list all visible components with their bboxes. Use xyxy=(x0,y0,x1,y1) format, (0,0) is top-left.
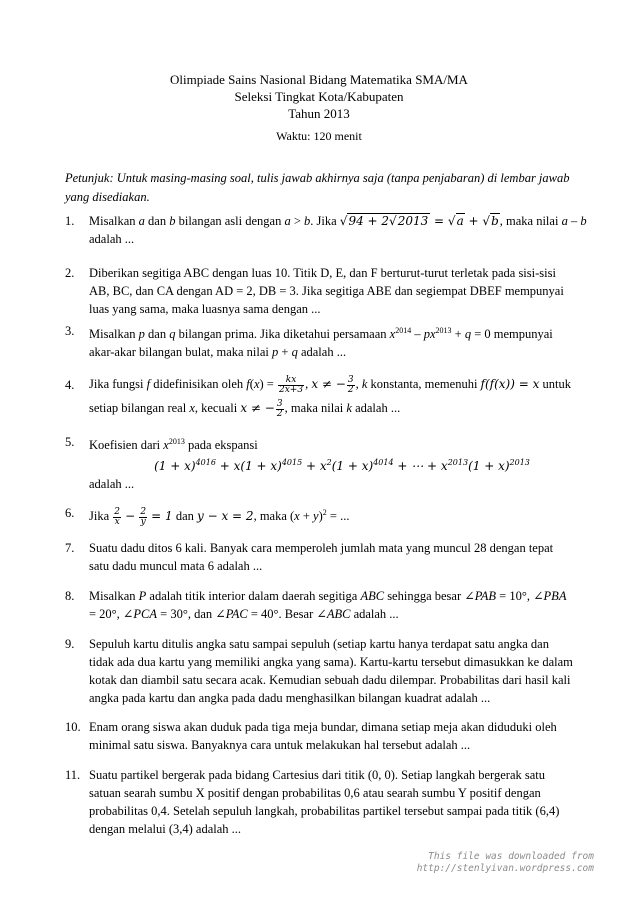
question-10 xyxy=(65,718,595,754)
question-11 xyxy=(65,766,595,838)
question-text: Suatu partikel bergerak pada bidang Cartesius dari titik (0, 0). Setiap langkah bergerak satu satuan searah sumbu X positif dengan probabilitas 0,6 atau searah sumbu Y positif dengan probabilitas 0,4. Setelah sepuluh langkah, probabilitas partikel tersebut sampai pada titik (6,4) dengan melalui (3,4) adalah ... xyxy=(89,768,560,836)
question-4 xyxy=(65,372,595,420)
time-limit: Waktu: 120 menit xyxy=(276,129,362,143)
question-number: 8. xyxy=(65,589,75,603)
question-number: 6. xyxy=(65,506,75,520)
question-number: 2. xyxy=(65,266,75,280)
question-text: Misalkan p dan q bilangan prima. Jika diketahui persamaan $x^{2014} - px^{2013} + q = 0$ mempunyai akar-akar bilangan bulat, maka nilai p + q adalah ... xyxy=(89,326,553,359)
question-number: 7. xyxy=(65,541,75,555)
question-text: Diberikan segitiga ABC dengan luas 10. Titik D, E, dan F berturut-turut terletak pada sisi-sisi AB, BC, dan CA dengan AD = 2, DB = 3. Jika segitiga ABE dan segiempat DBEF mempunyai luas yang sama, maka luasnya sama dengan ... xyxy=(89,266,564,316)
question-text: Misalkan a dan b bilangan asli dengan a > b. Jika √94 + 2√2013 = √a + √b, maka nilai a – b adalah ... xyxy=(89,214,587,246)
question-number: 3. xyxy=(65,324,75,338)
question-text: Misalkan P adalah titik interior dalam daerah segitiga ABC sehingga besar ∠PAB = 10°, ∠PBA = 20°, ∠PCA = 30°, dan ∠PAC = 40°. Besar ∠ABC adalah ... xyxy=(89,589,567,621)
question-3 xyxy=(65,322,595,361)
question-text: Jika $\frac{2}{x}$ − $\frac{2}{y}$ = 1 dan y − x = 2, maka $(x + y)^2$ = ... xyxy=(89,506,350,527)
question-text: Suatu dadu ditos 6 kali. Banyak cara memperoleh jumlah mata yang muncul 28 dengan tepat satu dadu muncul mata 6 adalah ... xyxy=(89,541,554,573)
question-number: 1. xyxy=(65,214,75,228)
question-text: Jika fungsi f didefinisikan oleh f(x) = $\frac{kx}{2x+3}$ , x ≠ − $\frac{3}{2}$ , k konstanta, memenuhi f(f(x)) = x untuk setiap bilangan real x, kecuali x ≠ − $\frac{3}{2}$ , maka nilai k adalah ... xyxy=(89,374,571,419)
question-text: Enam orang siswa akan duduk pada tiga meja bundar, dimana setiap meja akan diduduki oleh minimal satu siswa. Banyaknya cara untuk melakukan hal tersebut adalah ... xyxy=(89,720,557,752)
header-title: Olimpiade Sains Nasional Bidang Matematika SMA/MA xyxy=(170,72,468,87)
download-watermark xyxy=(417,851,594,875)
instructions xyxy=(65,169,593,207)
question-text: Sepuluh kartu ditulis angka satu sampai sepuluh (setiap kartu hanya terdapat satu angka dan tidak ada dua kartu yang memiliki angka yang sama). Kartu-kartu tersebut dimasukkan ke dalam kotak dan diambil satu secara acak. Kemudian sebuah dadu dilempar. Probabilitas dari hasil kali angka pada kartu dan angka pada dadu menghasilkan bilangan kuadrat adalah ... xyxy=(89,637,573,705)
question-9 xyxy=(65,635,595,707)
question-number: 5. xyxy=(65,435,75,449)
question-number: 11. xyxy=(65,768,81,782)
instructions-text: : Untuk masing-masing soal, tulis jawab akhirnya saja (tanpa penjabaran) di lembar jawab xyxy=(109,171,570,185)
question-2 xyxy=(65,264,595,318)
question-7 xyxy=(65,539,595,575)
question-8 xyxy=(65,587,595,623)
watermark-url[interactable]: http://stenlyivan.wordpress.com xyxy=(416,863,594,874)
question-number: 9. xyxy=(65,637,75,651)
question-6 xyxy=(65,500,595,529)
question-text: Koefisien dari $x^{2013}$ pada ekspansi $(1 + x)^{4016} + x(1 + x)^{4015} + x^2(1 + x)^{4014}$ + ⋯ + $x^{2013}(1 + x)^{2013}$ adalah ... xyxy=(89,437,530,491)
question-5 xyxy=(65,433,595,493)
header-year: Tahun 2013 xyxy=(288,106,350,121)
watermark-line-1: This file was downloaded from xyxy=(428,851,594,862)
document-header xyxy=(0,71,638,122)
question-number: 10. xyxy=(65,720,81,734)
instructions-label: Petunjuk xyxy=(65,171,110,185)
question-number: 4. xyxy=(65,378,75,392)
header-subtitle: Seleksi Tingkat Kota/Kabupaten xyxy=(234,89,404,104)
instructions-text-2: yang disediakan. xyxy=(65,190,150,204)
question-1 xyxy=(65,212,595,248)
